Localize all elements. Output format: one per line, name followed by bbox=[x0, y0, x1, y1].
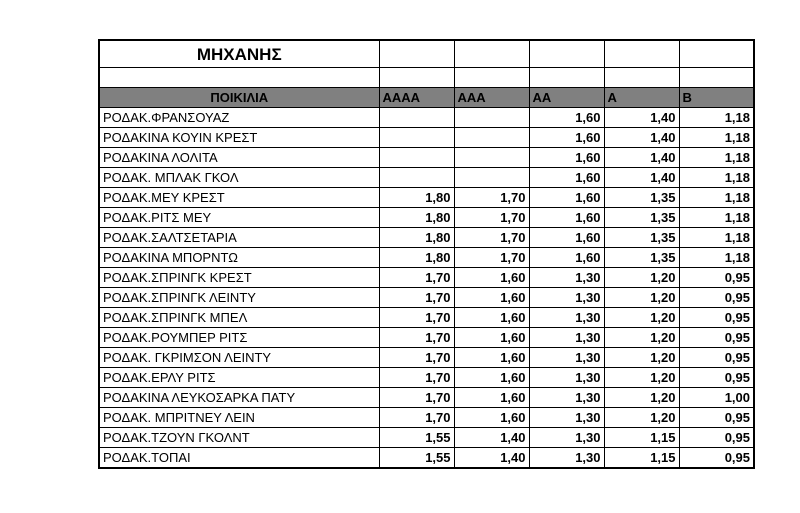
variety-cell[interactable]: ΡΟΔΑΚ. ΓΚΡΙΜΣΟΝ ΛΕΙΝΤΥ bbox=[99, 348, 379, 368]
variety-cell[interactable]: ΡΟΔΑΚ.ΦΡΑΝΣΟΥΑΖ bbox=[99, 108, 379, 128]
table-row bbox=[99, 448, 754, 469]
price-aaaa-cell[interactable]: 1,70 bbox=[379, 328, 454, 348]
price-aaaa-cell[interactable]: 1,55 bbox=[379, 428, 454, 448]
price-aaa-cell[interactable]: 1,60 bbox=[454, 348, 529, 368]
variety-cell[interactable]: ΡΟΔΑΚ.ΕΡΛΥ ΡΙΤΣ bbox=[99, 368, 379, 388]
price-a-cell[interactable]: 1,20 bbox=[604, 388, 679, 408]
cell[interactable] bbox=[99, 68, 379, 88]
price-aaaa-cell[interactable]: 1,70 bbox=[379, 388, 454, 408]
price-aaaa-cell[interactable] bbox=[379, 148, 454, 168]
price-b-cell[interactable]: 1,00 bbox=[679, 388, 754, 408]
price-b-cell[interactable]: 1,18 bbox=[679, 108, 754, 128]
price-aa-cell[interactable]: 1,60 bbox=[529, 168, 604, 188]
price-aaa-cell[interactable]: 1,70 bbox=[454, 208, 529, 228]
price-aaa-cell[interactable]: 1,60 bbox=[454, 388, 529, 408]
price-a-cell[interactable]: 1,40 bbox=[604, 148, 679, 168]
price-aaa-cell[interactable] bbox=[454, 108, 529, 128]
header-row bbox=[99, 88, 754, 108]
price-aa-cell[interactable]: 1,60 bbox=[529, 108, 604, 128]
price-aaaa-cell[interactable]: 1,70 bbox=[379, 288, 454, 308]
price-table bbox=[98, 39, 755, 469]
variety-cell[interactable]: ΡΟΔΑΚ.ΣΠΡΙΝΓΚ ΚΡΕΣΤ bbox=[99, 268, 379, 288]
variety-cell[interactable]: ΡΟΔΑΚΙΝΑ ΛΕΥΚΟΣΑΡΚΑ ΠΑΤΥ bbox=[99, 388, 379, 408]
price-aaa-cell[interactable]: 1,40 bbox=[454, 448, 529, 469]
cell[interactable] bbox=[679, 68, 754, 88]
variety-cell[interactable]: ΡΟΔΑΚ.ΣΠΡΙΝΓΚ ΜΠΕΛ bbox=[99, 308, 379, 328]
price-aaaa-cell[interactable]: 1,80 bbox=[379, 248, 454, 268]
price-aa-cell[interactable]: 1,60 bbox=[529, 188, 604, 208]
table-row bbox=[99, 288, 754, 308]
variety-cell[interactable]: ΡΟΔΑΚΙΝΑ ΛΟΛΙΤΑ bbox=[99, 148, 379, 168]
price-aaa-cell[interactable] bbox=[454, 168, 529, 188]
table-title[interactable]: ΜΗΧΑΝΗΣ bbox=[99, 40, 379, 68]
cell[interactable] bbox=[604, 68, 679, 88]
price-aaaa-cell[interactable]: 1,70 bbox=[379, 268, 454, 288]
cell[interactable] bbox=[604, 40, 679, 68]
price-b-cell[interactable]: 0,95 bbox=[679, 288, 754, 308]
price-aaa-cell[interactable]: 1,60 bbox=[454, 288, 529, 308]
price-b-cell[interactable]: 0,95 bbox=[679, 368, 754, 388]
price-aa-cell[interactable]: 1,60 bbox=[529, 248, 604, 268]
price-b-cell[interactable]: 0,95 bbox=[679, 448, 754, 469]
price-aaa-cell[interactable]: 1,60 bbox=[454, 408, 529, 428]
price-aaaa-cell[interactable]: 1,80 bbox=[379, 188, 454, 208]
price-aaaa-cell[interactable]: 1,80 bbox=[379, 208, 454, 228]
price-b-cell[interactable]: 1,18 bbox=[679, 128, 754, 148]
variety-cell[interactable]: ΡΟΔΑΚ.ΤΟΠΑΙ bbox=[99, 448, 379, 469]
price-aa-cell[interactable]: 1,30 bbox=[529, 368, 604, 388]
table-row bbox=[99, 208, 754, 228]
price-aa-cell[interactable]: 1,30 bbox=[529, 388, 604, 408]
table-row bbox=[99, 128, 754, 148]
cell[interactable] bbox=[379, 40, 454, 68]
price-a-cell[interactable]: 1,20 bbox=[604, 308, 679, 328]
variety-cell[interactable]: ΡΟΔΑΚ. ΜΠΛΑΚ ΓΚΟΛ bbox=[99, 168, 379, 188]
table-row bbox=[99, 428, 754, 448]
price-aaaa-cell[interactable]: 1,80 bbox=[379, 228, 454, 248]
variety-cell[interactable]: ΡΟΔΑΚ.ΣΑΛΤΣΕΤΑΡΙΑ bbox=[99, 228, 379, 248]
price-b-cell[interactable]: 0,95 bbox=[679, 428, 754, 448]
price-aaa-cell[interactable]: 1,40 bbox=[454, 428, 529, 448]
price-a-cell[interactable]: 1,20 bbox=[604, 288, 679, 308]
variety-cell[interactable]: ΡΟΔΑΚ.ΤΖΟΥΝ ΓΚΟΛΝΤ bbox=[99, 428, 379, 448]
price-aa-cell[interactable]: 1,30 bbox=[529, 408, 604, 428]
table-row bbox=[99, 348, 754, 368]
cell[interactable] bbox=[529, 40, 604, 68]
price-aaa-cell[interactable]: 1,70 bbox=[454, 228, 529, 248]
table-row bbox=[99, 388, 754, 408]
price-aaa-cell[interactable] bbox=[454, 148, 529, 168]
table-row bbox=[99, 408, 754, 428]
variety-cell[interactable]: ΡΟΔΑΚΙΝΑ ΚΟΥΙΝ ΚΡΕΣΤ bbox=[99, 128, 379, 148]
price-a-cell[interactable]: 1,20 bbox=[604, 328, 679, 348]
cell[interactable] bbox=[529, 68, 604, 88]
price-aaaa-cell[interactable]: 1,70 bbox=[379, 408, 454, 428]
price-aaaa-cell[interactable]: 1,70 bbox=[379, 368, 454, 388]
variety-cell[interactable]: ΡΟΔΑΚ.ΡΟΥΜΠΕΡ ΡΙΤΣ bbox=[99, 328, 379, 348]
table-row bbox=[99, 368, 754, 388]
table-row bbox=[99, 168, 754, 188]
cell[interactable] bbox=[454, 40, 529, 68]
price-b-cell[interactable]: 1,18 bbox=[679, 188, 754, 208]
table-row bbox=[99, 308, 754, 328]
variety-cell[interactable]: ΡΟΔΑΚΙΝΑ ΜΠΟΡΝΤΩ bbox=[99, 248, 379, 268]
price-aa-cell[interactable]: 1,30 bbox=[529, 448, 604, 469]
variety-cell[interactable]: ΡΟΔΑΚ.ΡΙΤΣ ΜΕΥ bbox=[99, 208, 379, 228]
price-a-cell[interactable]: 1,20 bbox=[604, 408, 679, 428]
price-aaa-cell[interactable]: 1,60 bbox=[454, 368, 529, 388]
table-row bbox=[99, 268, 754, 288]
price-aaa-cell[interactable]: 1,60 bbox=[454, 308, 529, 328]
table-row bbox=[99, 188, 754, 208]
header-grade-aa[interactable]: ΑΑ bbox=[529, 88, 604, 108]
price-aaaa-cell[interactable] bbox=[379, 108, 454, 128]
cell[interactable] bbox=[679, 40, 754, 68]
price-b-cell[interactable]: 1,18 bbox=[679, 208, 754, 228]
cell[interactable] bbox=[454, 68, 529, 88]
price-aaaa-cell[interactable] bbox=[379, 168, 454, 188]
price-aaaa-cell[interactable]: 1,55 bbox=[379, 448, 454, 469]
blank-row bbox=[99, 68, 754, 88]
header-grade-b[interactable]: Β bbox=[679, 88, 754, 108]
price-aaa-cell[interactable] bbox=[454, 128, 529, 148]
price-aa-cell[interactable]: 1,30 bbox=[529, 308, 604, 328]
price-a-cell[interactable]: 1,40 bbox=[604, 128, 679, 148]
table-row bbox=[99, 228, 754, 248]
variety-cell[interactable]: ΡΟΔΑΚ.ΣΠΡΙΝΓΚ ΛΕΙΝΤΥ bbox=[99, 288, 379, 308]
price-aaa-cell[interactable]: 1,70 bbox=[454, 188, 529, 208]
price-a-cell[interactable]: 1,35 bbox=[604, 248, 679, 268]
table-row bbox=[99, 328, 754, 348]
price-a-cell[interactable]: 1,35 bbox=[604, 208, 679, 228]
price-b-cell[interactable]: 1,18 bbox=[679, 248, 754, 268]
price-aa-cell[interactable]: 1,60 bbox=[529, 228, 604, 248]
price-b-cell[interactable]: 0,95 bbox=[679, 408, 754, 428]
price-a-cell[interactable]: 1,20 bbox=[604, 268, 679, 288]
price-b-cell[interactable]: 1,18 bbox=[679, 148, 754, 168]
header-grade-aaa[interactable]: ΑΑΑ bbox=[454, 88, 529, 108]
price-a-cell[interactable]: 1,20 bbox=[604, 368, 679, 388]
price-a-cell[interactable]: 1,40 bbox=[604, 168, 679, 188]
price-b-cell[interactable]: 0,95 bbox=[679, 268, 754, 288]
price-aaa-cell[interactable]: 1,70 bbox=[454, 248, 529, 268]
price-a-cell[interactable]: 1,15 bbox=[604, 428, 679, 448]
price-aa-cell[interactable]: 1,60 bbox=[529, 148, 604, 168]
price-a-cell[interactable]: 1,40 bbox=[604, 108, 679, 128]
price-a-cell[interactable]: 1,35 bbox=[604, 188, 679, 208]
price-aa-cell[interactable]: 1,30 bbox=[529, 288, 604, 308]
table-row bbox=[99, 248, 754, 268]
price-a-cell[interactable]: 1,20 bbox=[604, 348, 679, 368]
price-aa-cell[interactable]: 1,60 bbox=[529, 128, 604, 148]
price-aa-cell[interactable]: 1,30 bbox=[529, 268, 604, 288]
table-row bbox=[99, 148, 754, 168]
title-row bbox=[99, 40, 754, 68]
table-row bbox=[99, 108, 754, 128]
variety-cell[interactable]: ΡΟΔΑΚ. ΜΠΡΙΤΝΕΥ ΛΕΙΝ bbox=[99, 408, 379, 428]
price-aa-cell[interactable]: 1,30 bbox=[529, 348, 604, 368]
price-b-cell[interactable]: 1,18 bbox=[679, 168, 754, 188]
price-aaaa-cell[interactable] bbox=[379, 128, 454, 148]
variety-cell[interactable]: ΡΟΔΑΚ.ΜΕΥ ΚΡΕΣΤ bbox=[99, 188, 379, 208]
price-aa-cell[interactable]: 1,30 bbox=[529, 428, 604, 448]
price-b-cell[interactable]: 1,18 bbox=[679, 228, 754, 248]
price-aaa-cell[interactable]: 1,60 bbox=[454, 328, 529, 348]
price-aa-cell[interactable]: 1,30 bbox=[529, 328, 604, 348]
price-b-cell[interactable]: 0,95 bbox=[679, 328, 754, 348]
price-b-cell[interactable]: 0,95 bbox=[679, 308, 754, 328]
price-b-cell[interactable]: 0,95 bbox=[679, 348, 754, 368]
header-grade-aaaa[interactable]: ΑΑΑΑ bbox=[379, 88, 454, 108]
price-aa-cell[interactable]: 1,60 bbox=[529, 208, 604, 228]
header-variety[interactable]: ΠΟΙΚΙΛΙΑ bbox=[99, 88, 379, 108]
price-a-cell[interactable]: 1,35 bbox=[604, 228, 679, 248]
price-a-cell[interactable]: 1,15 bbox=[604, 448, 679, 469]
price-aaa-cell[interactable]: 1,60 bbox=[454, 268, 529, 288]
cell[interactable] bbox=[379, 68, 454, 88]
price-aaaa-cell[interactable]: 1,70 bbox=[379, 308, 454, 328]
price-aaaa-cell[interactable]: 1,70 bbox=[379, 348, 454, 368]
header-grade-a[interactable]: Α bbox=[604, 88, 679, 108]
